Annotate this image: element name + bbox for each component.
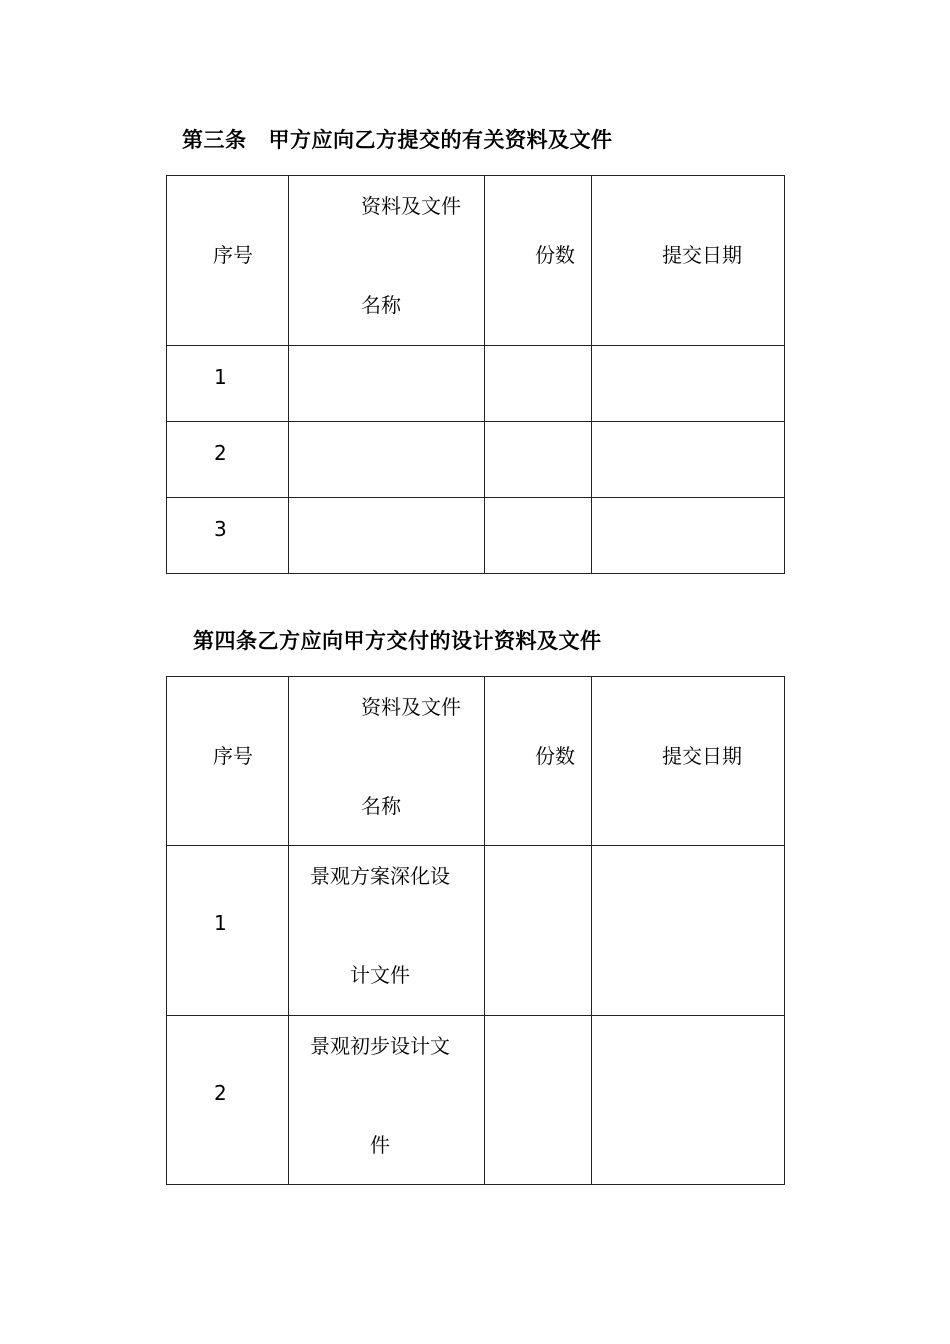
header-seq: 序号 (213, 243, 253, 267)
table-row (167, 346, 785, 422)
header-date-cell (592, 677, 785, 846)
header-copies: 份数 (535, 744, 575, 768)
row-name-line2: 计文件 (350, 963, 410, 987)
row-seq: 1 (214, 911, 227, 935)
header-copies-cell (485, 677, 592, 846)
row-seq: 1 (214, 365, 227, 389)
header-date: 提交日期 (662, 744, 742, 768)
article-4-table (166, 676, 785, 1185)
row-name-line1: 景观初步设计文 (310, 1034, 450, 1058)
header-name-line2: 名称 (361, 794, 401, 818)
header-name-cell (289, 176, 485, 346)
header-date-cell (592, 176, 785, 346)
header-seq-cell (167, 176, 289, 346)
table-row (167, 846, 785, 1016)
header-name-line1: 资料及文件 (361, 194, 461, 218)
table-header-row (167, 677, 785, 846)
header-name-cell (289, 677, 485, 846)
row-seq: 3 (214, 517, 227, 541)
article-3-table (166, 175, 785, 574)
header-name-line2: 名称 (361, 293, 401, 317)
row-seq: 2 (214, 1081, 227, 1105)
header-copies-cell (485, 176, 592, 346)
table-row (167, 1016, 785, 1185)
header-date: 提交日期 (662, 243, 742, 267)
article-3-heading (182, 124, 613, 154)
header-copies: 份数 (535, 243, 575, 267)
header-seq: 序号 (213, 744, 253, 768)
article-3-title: 甲方应向乙方提交的有关资料及文件 (268, 128, 613, 152)
header-seq-cell (167, 677, 289, 846)
row-seq: 2 (214, 441, 227, 465)
row-name-line1: 景观方案深化设 (310, 864, 450, 888)
article-3-number: 第三条 (182, 128, 247, 152)
table-row (167, 498, 785, 574)
header-name-line1: 资料及文件 (361, 695, 461, 719)
table-row (167, 422, 785, 498)
row-name-line2: 件 (370, 1133, 390, 1157)
article-4-heading: 第四条乙方应向甲方交付的设计资料及文件 (193, 629, 602, 653)
table-header-row (167, 176, 785, 346)
